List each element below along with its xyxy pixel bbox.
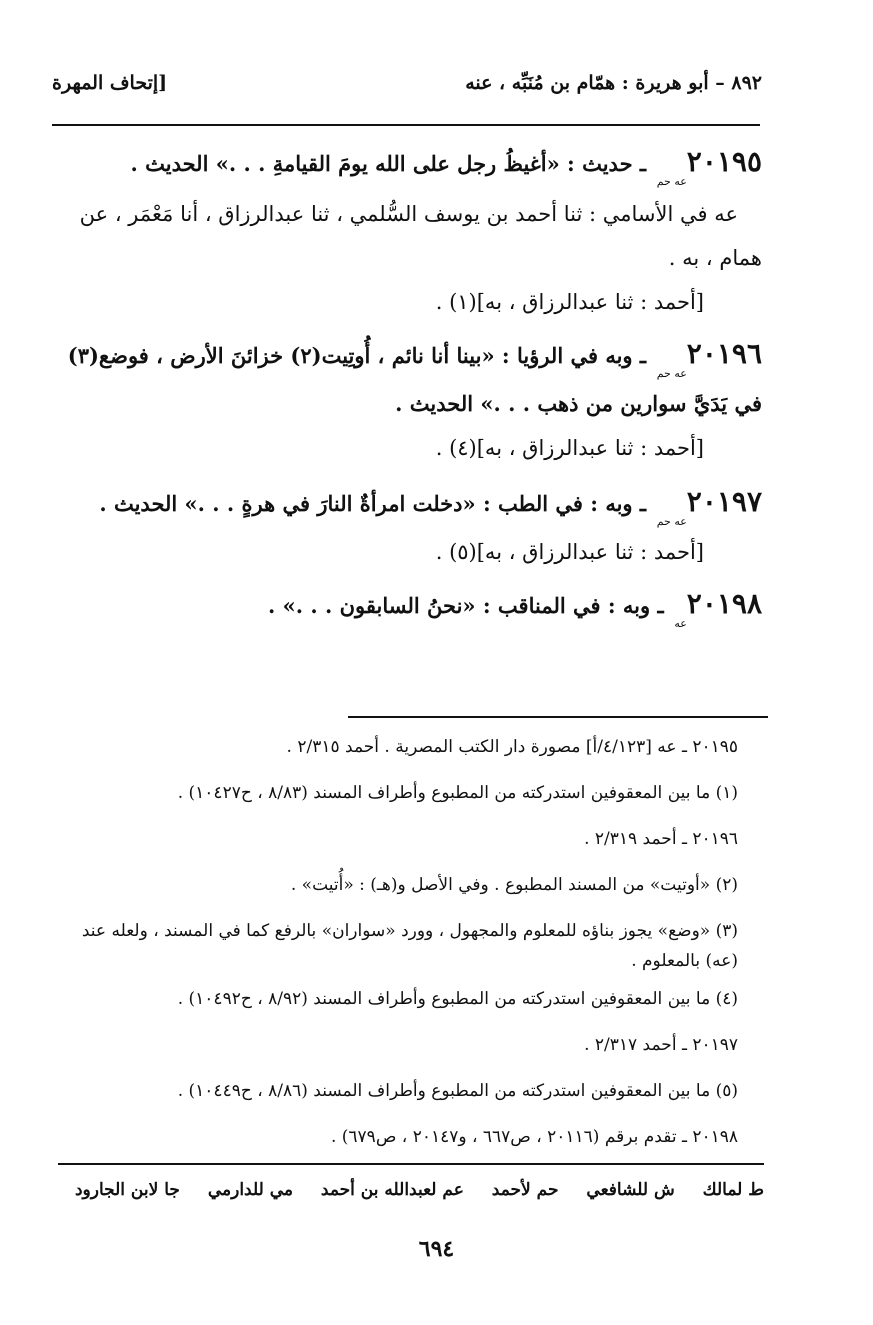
source-sigla: عه حم bbox=[656, 175, 687, 188]
footnote: (٤) ما بين المعقوفين استدركته من المطبوع وأطراف المسند (٨/٩٢ ، ح١٠٤٩٢) . bbox=[177, 989, 738, 1009]
source-sigla: عه حم bbox=[656, 367, 687, 380]
header-chapter: ٨٩٢ – أبو هريرة : همّام بن مُنَبِّه ، عنه bbox=[465, 72, 762, 94]
footnote: ٢٠١٩٦ ـ أحمد ٢/٣١٩ . bbox=[584, 829, 738, 849]
hadith-text: ـ وبه : في الطب : «دخلت امرأةٌ النارَ في هرةٍ . . .» الحديث . bbox=[99, 491, 647, 516]
source-sigla: عه bbox=[674, 617, 687, 630]
hadith-reference: [أحمد : ثنا عبدالرزاق ، به](١) . bbox=[435, 290, 704, 314]
hadith-number: ٢٠١٩٦ bbox=[686, 337, 762, 370]
header-book-title: [إتحاف المهرة bbox=[52, 72, 168, 94]
hadith-number: ٢٠١٩٨ bbox=[686, 587, 762, 620]
footnote: ٢٠١٩٨ ـ تقدم برقم (٢٠١١٦ ، ص٦٦٧ ، و٢٠١٤٧ ، ص٦٧٩) . bbox=[330, 1127, 738, 1147]
footnote-rule bbox=[348, 716, 768, 718]
hadith-entry bbox=[48, 332, 762, 426]
key-item: مي للدارمي bbox=[207, 1180, 293, 1200]
running-header bbox=[52, 72, 762, 112]
hadith-isnad: عه في الأسامي : ثنا أحمد بن يوسف السُّلمي ، ثنا عبدالرزاق ، أنا مَعْمَر ، عن همام ، به . bbox=[79, 202, 762, 270]
header-rule bbox=[52, 124, 760, 126]
main-text bbox=[48, 140, 762, 632]
footnote: (٢) «أوتيت» من المسند المطبوع . وفي الأصل و(هـ) : «أُتيت» . bbox=[290, 875, 738, 895]
key-item: حم لأحمد bbox=[491, 1180, 559, 1200]
key-item: جا لابن الجارود bbox=[74, 1180, 180, 1200]
hadith-entry bbox=[48, 582, 762, 632]
page-number: ٦٩٤ bbox=[418, 1236, 455, 1262]
footnote: ٢٠١٩٧ ـ أحمد ٢/٣١٧ . bbox=[584, 1035, 738, 1055]
footnote: ٢٠١٩٥ ـ عه [٤/١٢٣/أ] مصورة دار الكتب المصرية . أحمد ٢/٣١٥ . bbox=[286, 737, 738, 757]
hadith-entry bbox=[48, 480, 762, 530]
key-rule bbox=[58, 1163, 764, 1165]
source-sigla: عه حم bbox=[656, 515, 687, 528]
hadith-text: ـ وبه في الرؤيا : «بينا أنا نائم ، أُوتِيت(٢) خزائنَ الأرض ، فوضع(٣) في يَدَيَّ سوارين من ذهب . . .» الحديث . bbox=[67, 343, 762, 416]
hadith-text: ـ حديث : «أغيظُ رجل على الله يومَ القيامةِ . . .» الحديث . bbox=[130, 151, 647, 176]
hadith-number: ٢٠١٩٧ bbox=[686, 485, 762, 518]
key-item: ط لمالك bbox=[702, 1180, 764, 1200]
hadith-reference: [أحمد : ثنا عبدالرزاق ، به](٤) . bbox=[435, 436, 704, 460]
hadith-number: ٢٠١٩٥ bbox=[686, 145, 762, 178]
key-item: عم لعبدالله بن أحمد bbox=[320, 1180, 464, 1200]
footnote: (٥) ما بين المعقوفين استدركته من المطبوع وأطراف المسند (٨/٨٦ ، ح١٠٤٤٩) . bbox=[177, 1081, 738, 1101]
footnotes bbox=[52, 732, 764, 1168]
key-item: ش للشافعي bbox=[586, 1180, 675, 1200]
footnote: (١) ما بين المعقوفين استدركته من المطبوع وأطراف المسند (٨/٨٣ ، ح١٠٤٢٧) . bbox=[177, 783, 738, 803]
hadith-text: ـ وبه : في المناقب : «نحنُ السابقون . . .» . bbox=[268, 593, 664, 618]
hadith-entry bbox=[48, 140, 762, 190]
footnote: (٣) «وضع» يجوز بناؤه للمعلوم والمجهول ، وورد «سواران» بالرفع كما في المسند ، ولعله عند (عه) بالمعلوم . bbox=[81, 921, 738, 971]
abbreviation-key bbox=[52, 1180, 764, 1200]
hadith-reference: [أحمد : ثنا عبدالرزاق ، به](٥) . bbox=[435, 540, 704, 564]
